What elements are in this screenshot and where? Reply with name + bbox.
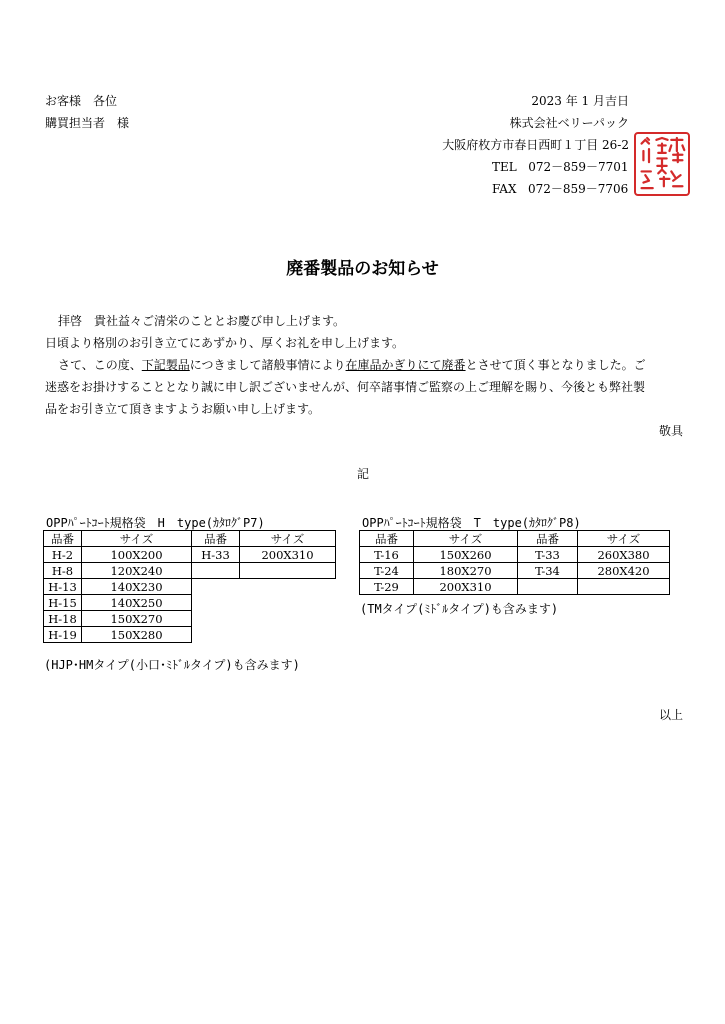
table-cell: 180X270 — [414, 563, 518, 579]
table-cell: T-16 — [360, 547, 414, 563]
table-row — [44, 547, 336, 563]
notice-text-1: さて、この度、 — [58, 358, 142, 372]
table-cell: T-34 — [518, 563, 578, 579]
notice-text-3: とさせて頂く事となりました。ご — [465, 358, 646, 372]
header-cell: サイズ — [82, 531, 192, 547]
closing-keigu: 敬具 — [658, 424, 683, 438]
company-seal-stamp — [634, 132, 690, 196]
thanks-line: 日頃より格別のお引き立てにあずかり、厚くお礼を申し上げます。 — [45, 336, 405, 350]
header-cell: サイズ — [578, 531, 670, 547]
table-cell: 280X420 — [578, 563, 670, 579]
table-cell: H-19 — [44, 627, 82, 643]
table-cell: H-18 — [44, 611, 82, 627]
document-title: 廃番製品のお知らせ — [286, 259, 439, 279]
tel-label: TEL — [492, 160, 517, 174]
table-row — [44, 579, 336, 595]
table-t — [359, 530, 670, 595]
table-row — [44, 531, 336, 547]
table-cell: 200X310 — [414, 579, 518, 595]
table-cell: T-24 — [360, 563, 414, 579]
ki-marker: 記 — [357, 467, 370, 481]
header-cell: サイズ — [240, 531, 336, 547]
seal-icon — [636, 134, 688, 194]
table-cell — [192, 563, 240, 579]
end-marker: 以上 — [658, 708, 683, 722]
table-h — [43, 530, 336, 643]
header-cell: 品番 — [360, 531, 414, 547]
addressee-customers: お客様 各位 — [45, 94, 118, 108]
table-cell: 200X310 — [240, 547, 336, 563]
table-cell: T-29 — [360, 579, 414, 595]
table-cell: 150X280 — [82, 627, 192, 643]
table-row — [44, 611, 336, 627]
table-cell: H-2 — [44, 547, 82, 563]
table-cell: H-13 — [44, 579, 82, 595]
fax-label: FAX — [492, 182, 517, 196]
addressee-purchasing: 購買担当者 様 — [45, 116, 130, 130]
table-cell: 260X380 — [578, 547, 670, 563]
table-row — [44, 563, 336, 579]
table-h-caption: OPPﾊﾟｰﾄｺｰﾄ規格袋 H type(ｶﾀﾛｸﾞP7) — [46, 516, 265, 530]
company-address: 大阪府枚方市春日西町１丁目 26-2 — [442, 138, 629, 152]
notice-line — [58, 356, 646, 373]
header-cell: 品番 — [44, 531, 82, 547]
header-cell: サイズ — [414, 531, 518, 547]
table-cell — [578, 579, 670, 595]
notice-text-2: につきまして諸般事情により — [189, 358, 346, 372]
table-t-note: (TMタイプ(ﾐﾄﾞﾙタイプ)も含みます) — [360, 602, 559, 616]
greeting-line: 拝啓 貴社益々ご清栄のこととお慶び申し上げます。 — [58, 314, 346, 328]
company-name: 株式会社ベリーパック — [509, 116, 629, 130]
table-cell: 120X240 — [82, 563, 192, 579]
table-cell: 150X270 — [82, 611, 192, 627]
table-row — [360, 547, 670, 563]
request-line: 品をお引き立て頂きますようお願い申し上げます。 — [45, 402, 321, 416]
table-cell: H-8 — [44, 563, 82, 579]
notice-underlined-products: 下記製品 — [141, 358, 190, 372]
apology-line: 迷惑をお掛けすることとなり誠に申し訳ございませんが、何卒諸事情ご監察の上ご理解を賜り、今後とも弊社製 — [45, 380, 646, 394]
table-cell — [518, 579, 578, 595]
table-row — [44, 595, 336, 611]
header-cell: 品番 — [192, 531, 240, 547]
table-cell: 100X200 — [82, 547, 192, 563]
table-row — [360, 579, 670, 595]
fax-number: 072－859－7706 — [527, 182, 629, 196]
table-h-note: (HJP･HMタイプ(小口･ﾐﾄﾞﾙタイプ)も含みます) — [44, 658, 300, 672]
tel-number: 072－859－7701 — [528, 160, 629, 174]
header-cell: 品番 — [518, 531, 578, 547]
fax-line — [492, 180, 628, 197]
table-cell: T-33 — [518, 547, 578, 563]
table-cell: H-33 — [192, 547, 240, 563]
tel-line — [492, 158, 629, 175]
table-cell: 140X230 — [82, 579, 192, 595]
table-cell: 140X250 — [82, 595, 192, 611]
table-row — [360, 531, 670, 547]
table-cell — [240, 563, 336, 579]
table-cell: H-15 — [44, 595, 82, 611]
issue-date: 2023 年 1 月吉日 — [531, 94, 629, 108]
table-row — [360, 563, 670, 579]
table-row — [44, 627, 336, 643]
table-t-caption: OPPﾊﾟｰﾄｺｰﾄ規格袋 T type(ｶﾀﾛｸﾞP8) — [362, 516, 581, 530]
table-cell: 150X260 — [414, 547, 518, 563]
notice-underlined-discontinued: 在庫品かぎりにて廃番 — [345, 358, 466, 372]
